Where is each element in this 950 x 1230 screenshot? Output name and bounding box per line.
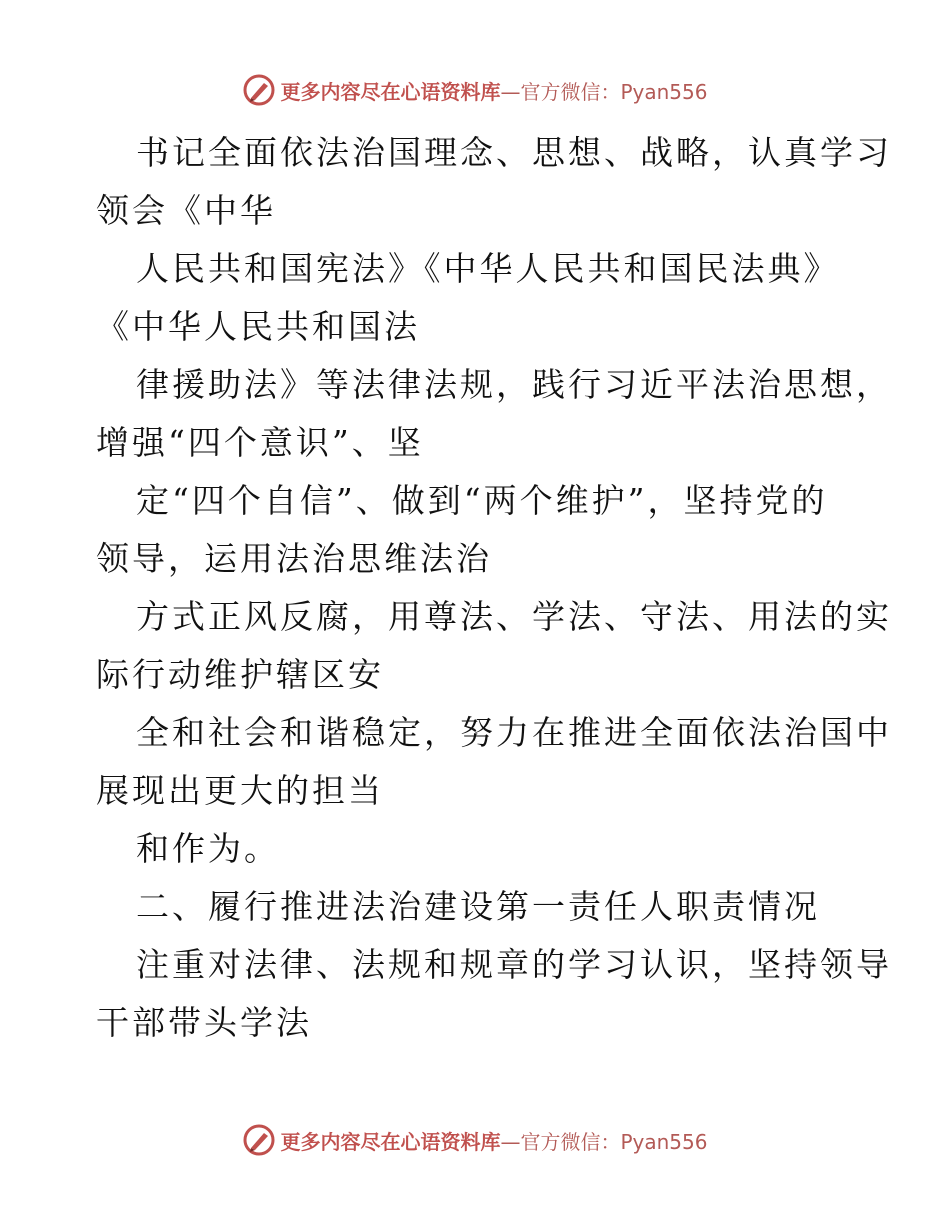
section-heading: 二、履行推进法治建设第一责任人职责情况 <box>136 887 820 926</box>
body-line: 领导，运用法治思维法治 <box>96 539 492 578</box>
banner-dash: — <box>500 79 521 104</box>
body-line: 定“四个自信”、做到“两个维护”，坚持党的 <box>136 481 828 520</box>
body-line: 《中华人民共和国法 <box>96 307 420 346</box>
banner-wechat-text: 官方微信：Pyan556 <box>520 1129 708 1154</box>
body-line: 方式正风反腐，用尊法、学法、守法、用法的实 <box>136 597 892 636</box>
banner-text <box>280 76 707 105</box>
body-line: 展现出更大的担当 <box>96 771 384 810</box>
banner-dash: — <box>500 1129 521 1154</box>
body-line: 律援助法》等法律法规，践行习近平法治思想， <box>136 365 892 404</box>
pen-logo-icon <box>242 1123 276 1157</box>
body-line: 干部带头学法 <box>96 1003 312 1042</box>
banner-wechat-text: 官方微信：Pyan556 <box>520 79 708 104</box>
body-line: 书记全面依法治国理念、思想、战略，认真学习 <box>136 133 892 172</box>
banner-main-text: 更多内容尽在心语资料库 <box>280 1129 501 1154</box>
document-body <box>96 124 892 1052</box>
body-line: 增强“四个意识”、坚 <box>96 423 424 462</box>
header-watermark-banner <box>0 70 950 110</box>
body-line: 注重对法律、法规和规章的学习认识，坚持领导 <box>136 945 892 984</box>
pen-logo-icon <box>242 73 276 107</box>
body-line: 领会《中华 <box>96 191 276 230</box>
banner-text <box>280 1126 707 1155</box>
body-line: 和作为。 <box>136 829 280 868</box>
body-line: 际行动维护辖区安 <box>96 655 384 694</box>
body-line: 人民共和国宪法》《中华人民共和国民法典》 <box>136 249 840 288</box>
banner-main-text: 更多内容尽在心语资料库 <box>280 79 501 104</box>
body-line: 全和社会和谐稳定，努力在推进全面依法治国中 <box>136 713 892 752</box>
footer-watermark-banner <box>0 1120 950 1160</box>
